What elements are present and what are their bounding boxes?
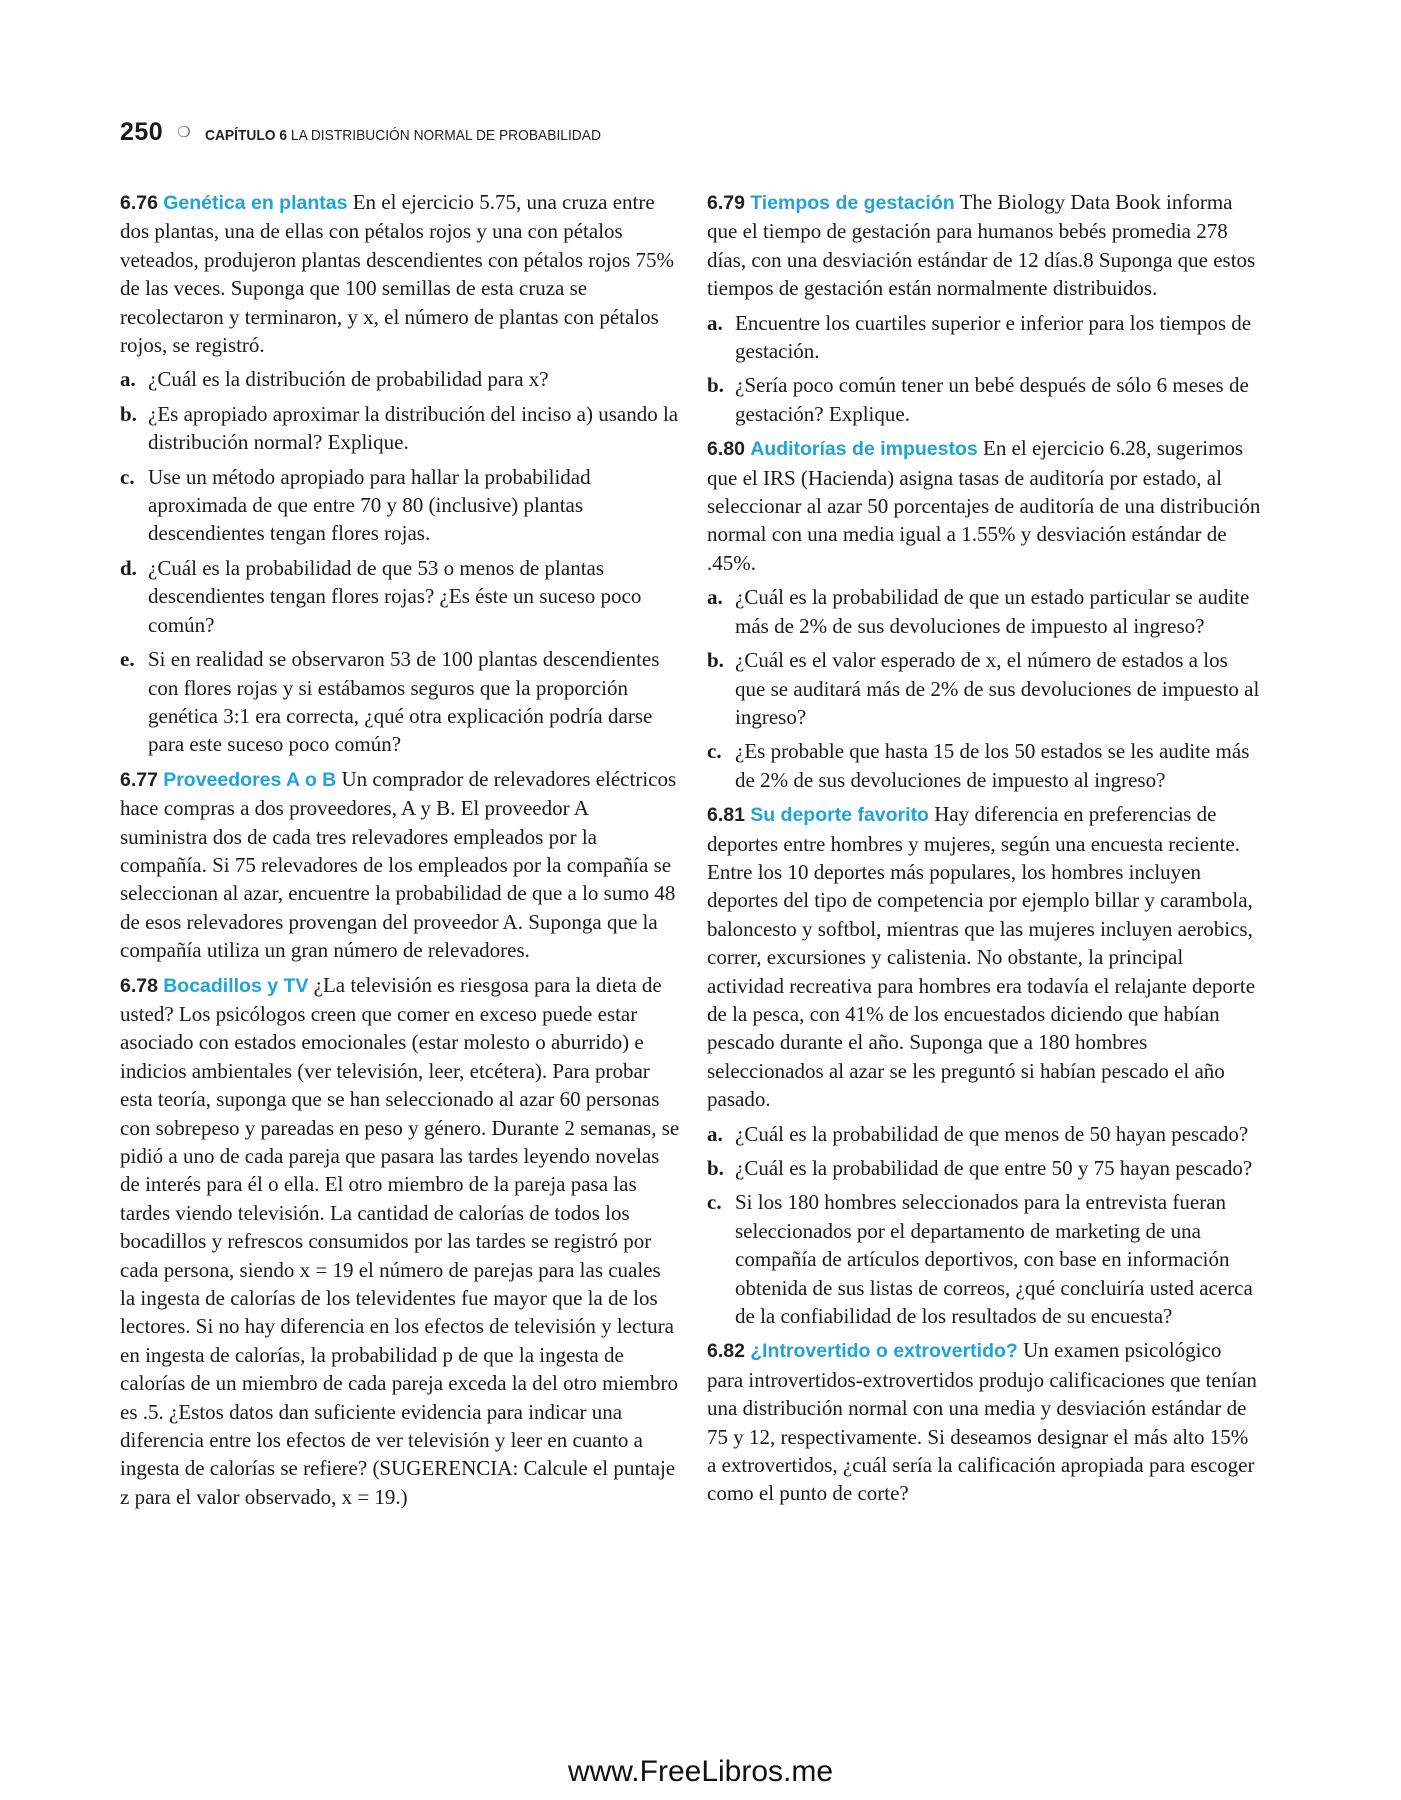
item-label: a. — [707, 585, 723, 610]
list-item — [707, 309, 1262, 366]
exercise-text — [120, 188, 680, 359]
list-item — [120, 645, 680, 759]
chapter-title: LA DISTRIBUCIÓN NORMAL DE PROBABILIDAD — [290, 127, 601, 144]
item-label: b. — [707, 1156, 724, 1180]
exercise-text — [707, 434, 1262, 577]
exercise-text — [707, 188, 1262, 303]
exercise-title: Tiempos de gestación — [750, 192, 955, 214]
exercise-6-78 — [120, 971, 680, 1512]
item-label: c. — [120, 464, 135, 489]
right-column — [707, 188, 1262, 1514]
item-label: b. — [707, 648, 724, 673]
running-header — [120, 118, 635, 147]
exercise-title: Genética en plantas — [163, 192, 348, 214]
exercise-number: 6.78 — [120, 974, 158, 997]
item-text: ¿Cuál es la probabilidad de que 53 o menos de plantas descendientes tengan flores rojas? ¿Es éste un suceso poco común? — [148, 555, 642, 637]
exercise-body: ¿La televisión es riesgosa para la dieta de usted? Los psicólogos creen que comer en exceso puede estar asociado con estados emocionales (estar molesto o aburrido) e indicios ambientales (ver televisión, leer, etcétera). Para probar esta teoría, suponga que se han seleccionado al azar 60 personas con sobrepeso y pareadas en peso y género. Durante 2 semanas, se pidió a uno de cada pareja que pasara las tardes leyendo novelas de interés para él o ella. El otro miembro de la pareja pasa las tardes viendo televisión. La cantidad de calorías de todos los bocadillos y refrescos consumidos por las tardes se registró por cada persona, siendo x = 19 el número de parejas para las cuales la ingesta de calorías de los televidentes fue mayor que la de los lectores. Si no hay diferencia en los efectos de televisión y lectura en ingesta de calorías, la probabilidad p de que la ingesta de calorías de un miembro de cada pareja exceda la del otro miembro es .5. ¿Estos datos dan suficiente evidencia para indicar una diferencia entre los efectos de ver televisión y leer en cuanto a ingesta de calorías se refiere? (SUGERENCIA: Calcule el puntaje z para el valor observado, x = 19.) — [120, 972, 680, 1509]
exercise-title: Proveedores A o B — [163, 768, 337, 791]
item-label: a. — [707, 310, 723, 335]
item-text: ¿Sería poco común tener un bebé después de sólo 6 meses de gestación? Explique. — [735, 373, 1249, 426]
item-text: Si los 180 hombres seleccionados para la entrevista fueran seleccionados por el departamento de marketing de una compañía de artículos deportivos, con base en información obtenida de sus listas de correos, ¿qué concluiría usted acerca de la confiabilidad de los resultados de su encuesta? — [735, 1190, 1253, 1329]
exercise-items — [707, 309, 1262, 429]
item-label: d. — [120, 555, 137, 580]
exercise-text — [707, 1336, 1262, 1507]
exercise-body: The Biology Data Book informa que el tiempo de gestación para humanos bebés promedia 278 días, con una desviación estándar de 12 días.8 Suponga que estos tiempos de gestación están normalmente distribuidos. — [707, 190, 1256, 301]
exercise-number: 6.79 — [707, 192, 745, 214]
list-item — [707, 583, 1262, 640]
circle-bullet-icon: ❍ — [177, 124, 191, 141]
exercise-title: ¿Introvertido o extrovertido? — [750, 1340, 1018, 1363]
exercise-body: Hay diferencia en preferencias de deportes entre hombres y mujeres, según una encuesta reciente. Entre los 10 deportes más populares, los hombres incluyen deportes del tipo de competencia por ejemplo billar y carambola, baloncesto y softbol, mientras que las mujeres incluyen aerobics, correr, excursiones y calistenia. No obstante, la principal actividad recreativa para hombres era todavía el relajante deporte de la pesca, con 41% de los encuestados diciendo que habían pescado durante el año. Suponga que a 180 hombres seleccionados al azar se les preguntó si habían pescado el año pasado. — [707, 802, 1256, 1112]
list-item — [707, 1120, 1262, 1148]
list-item — [120, 463, 680, 548]
exercise-6-76 — [120, 188, 680, 759]
chapter-label: CAPÍTULO 6 — [204, 127, 287, 144]
item-text: ¿Cuál es el valor esperado de x, el número de estados a los que se auditará más de 2% de sus devoluciones de impuesto al ingreso? — [735, 648, 1260, 729]
exercise-text — [707, 800, 1262, 1113]
item-label: b. — [707, 373, 724, 398]
item-text: Use un método apropiado para hallar la probabilidad aproximada de que entre 70 y 80 (inclusive) plantas descendientes tengan flores rojas. — [148, 464, 591, 546]
exercise-body: En el ejercicio 6.28, sugerimos que el IRS (Hacienda) asigna tasas de auditoría por estado, al seleccionar al azar 50 porcentajes de auditoría de una distribución normal con una media igual a 1.55% y desviación estándar de .45%. — [707, 436, 1261, 575]
item-label: e. — [120, 647, 135, 672]
exercise-number: 6.80 — [707, 438, 745, 461]
exercise-6-81 — [707, 800, 1262, 1330]
exercise-title: Bocadillos y TV — [163, 974, 309, 997]
item-text: ¿Cuál es la distribución de probabilidad para x? — [148, 367, 549, 392]
item-text: ¿Cuál es la probabilidad de que menos de 50 hayan pescado? — [735, 1121, 1249, 1146]
item-label: c. — [707, 739, 722, 764]
exercise-text — [120, 971, 680, 1512]
exercise-items — [707, 1120, 1262, 1331]
list-item — [120, 365, 680, 393]
exercise-text — [120, 765, 680, 965]
footer-watermark: www.FreeLibros.me — [567, 1755, 834, 1788]
item-text: ¿Es apropiado aproximar la distribución del inciso a) usando la distribución normal? Explique. — [148, 401, 679, 455]
list-item — [707, 1154, 1262, 1182]
left-column — [120, 188, 680, 1517]
item-label: a. — [120, 367, 136, 392]
exercise-number: 6.81 — [707, 804, 745, 827]
list-item — [707, 646, 1262, 731]
item-text: Encuentre los cuartiles superior e inferior para los tiempos de gestación. — [735, 310, 1252, 364]
exercise-number: 6.76 — [120, 192, 158, 214]
exercise-items — [707, 583, 1262, 794]
exercise-6-82 — [707, 1336, 1262, 1507]
exercise-title: Auditorías de impuestos — [750, 438, 978, 461]
exercise-6-80 — [707, 434, 1262, 794]
exercise-title: Su deporte favorito — [750, 804, 929, 827]
item-text: ¿Cuál es la probabilidad de que un estado particular se audite más de 2% de sus devoluciones de impuesto al ingreso? — [735, 585, 1250, 638]
page-number: 250 — [120, 118, 164, 146]
item-text: ¿Cuál es la probabilidad de que entre 50 y 75 hayan pescado? — [735, 1156, 1253, 1180]
item-text: Si en realidad se observaron 53 de 100 plantas descendientes con flores rojas y si estábamos seguros que la proporción genética 3:1 era correcta, ¿qué otra explicación podría darse para este suceso poco común? — [148, 647, 660, 757]
exercise-number: 6.82 — [707, 1340, 745, 1363]
item-label: a. — [707, 1121, 723, 1146]
exercise-6-77 — [120, 765, 680, 965]
exercise-body: En el ejercicio 5.75, una cruza entre dos plantas, una de ellas con pétalos rojos y una con pétalos veteados, produjeron plantas descendientes con pétalos rojos 75% de las veces. Suponga que 100 semillas de esta cruza se recolectaron y terminaron, y x, el número de plantas con pétalos rojos, se registró. — [120, 190, 675, 358]
exercise-body: Un examen psicológico para introvertidos-extrovertidos produjo calificaciones que tenían una distribución normal con una media y desviación estándar de 75 y 12, respectivamente. Si deseamos designar el más alto 15% a extrovertidos, ¿cuál sería la calificación apropiada para escoger como el punto de corte? — [707, 1338, 1257, 1506]
exercise-6-79 — [707, 188, 1262, 428]
list-item — [707, 1188, 1262, 1330]
item-text: ¿Es probable que hasta 15 de los 50 estados se les audite más de 2% de sus devoluciones de impuesto al ingreso? — [735, 739, 1250, 792]
exercise-items — [120, 365, 680, 758]
chapter-heading — [205, 127, 601, 144]
exercise-number: 6.77 — [120, 768, 158, 791]
list-item — [120, 554, 680, 639]
exercise-body: Un comprador de relevadores eléctricos hace compras a dos proveedores, A y B. El proveedor A suministra dos de cada tres relevadores empleados por la compañía. Si 75 relevadores de los empleados por la compañía se seleccionan al azar, encuentre la probabilidad de que a lo sumo 48 de esos relevadores provengan del proveedor A. Suponga que la compañía utiliza un gran número de relevadores. — [120, 766, 677, 963]
list-item — [120, 400, 680, 457]
list-item — [707, 371, 1262, 428]
item-label: c. — [707, 1190, 722, 1215]
item-label: b. — [120, 401, 137, 426]
list-item — [707, 737, 1262, 794]
